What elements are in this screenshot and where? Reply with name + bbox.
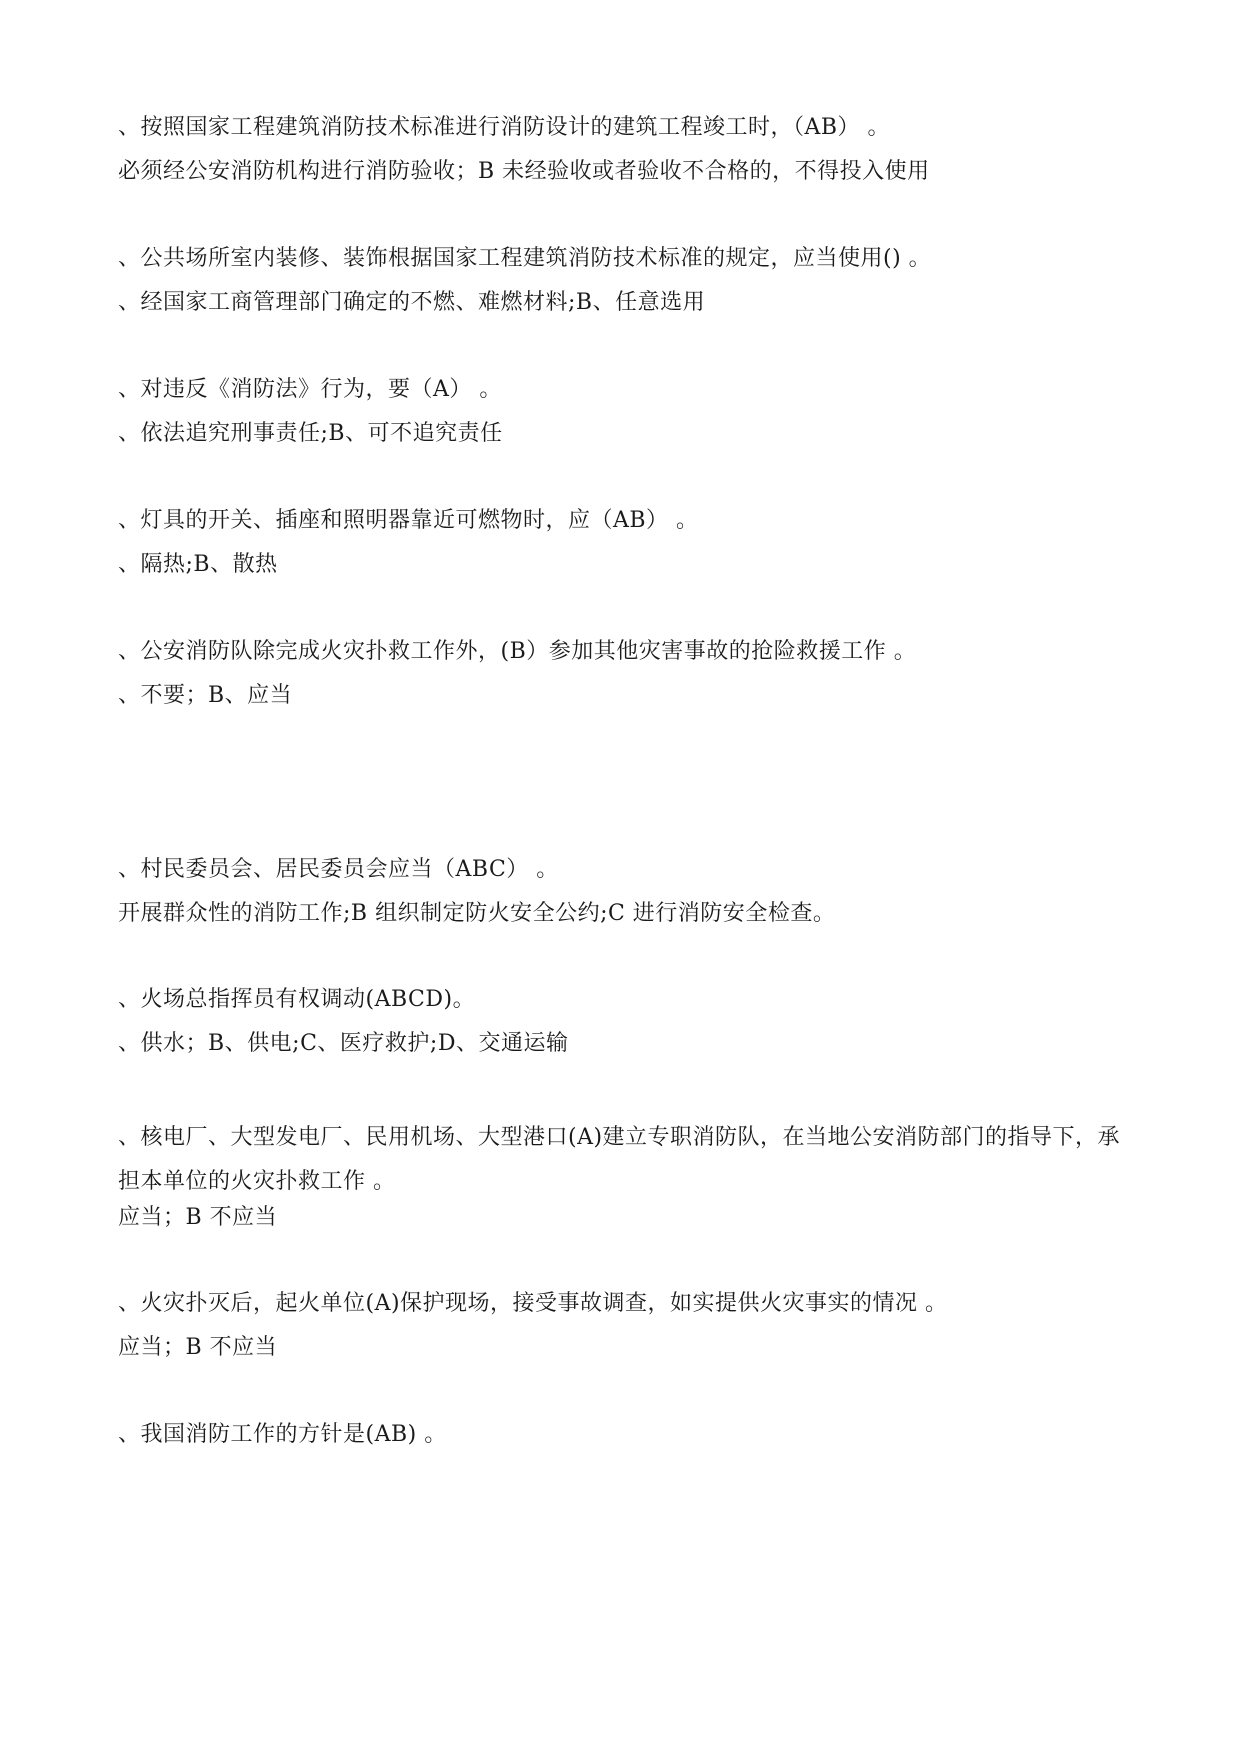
question-4-options: 、隔热;B、散热 [118, 552, 278, 577]
question-5-text: 、公安消防队除完成火灾扑救工作外，(B）参加其他灾害事故的抢险救援工作 。 [118, 639, 917, 664]
question-4-text: 、灯具的开关、插座和照明器靠近可燃物时，应（AB） 。 [118, 508, 699, 533]
question-8-options: 应当；B 不应当 [118, 1205, 278, 1230]
question-7-options: 、供水；B、供电;C、医疗救护;D、交通运输 [118, 1031, 569, 1056]
question-9-options: 应当；B 不应当 [118, 1335, 278, 1360]
question-7-text: 、火场总指挥员有权调动(ABCD)。 [118, 987, 476, 1012]
question-1-text: 、按照国家工程建筑消防技术标准进行消防设计的建筑工程竣工时，（AB） 。 [118, 115, 891, 140]
question-5-options: 、不要；B、应当 [118, 683, 293, 708]
question-2-text: 、公共场所室内装修、装饰根据国家工程建筑消防技术标准的规定，应当使用() 。 [118, 246, 932, 271]
question-2-options: 、经国家工商管理部门确定的不燃、难燃材料;B、任意选用 [118, 290, 706, 315]
question-10-text: 、我国消防工作的方针是(AB) 。 [118, 1422, 447, 1447]
question-3-options: 、依法追究刑事责任;B、可不追究责任 [118, 421, 503, 446]
question-3-text: 、对违反《消防法》行为，要（A） 。 [118, 377, 502, 402]
question-1-options: 必须经公安消防机构进行消防验收；B 未经验收或者验收不合格的，不得投入使用 [118, 159, 930, 184]
question-8-text: 、核电厂、大型发电厂、民用机场、大型港口(A)建立专职消防队，在当地公安消防部门的指导下，承担本单位的火灾扑救工作 。 [118, 1125, 1121, 1194]
question-9-text: 、火灾扑灭后，起火单位(A)保护现场，接受事故调查，如实提供火灾事实的情况 。 [118, 1291, 948, 1316]
question-6-text: 、村民委员会、居民委员会应当（ABC） 。 [118, 857, 559, 882]
question-6-options: 开展群众性的消防工作;B 组织制定防火安全公约;C 进行消防安全检查。 [118, 901, 836, 926]
